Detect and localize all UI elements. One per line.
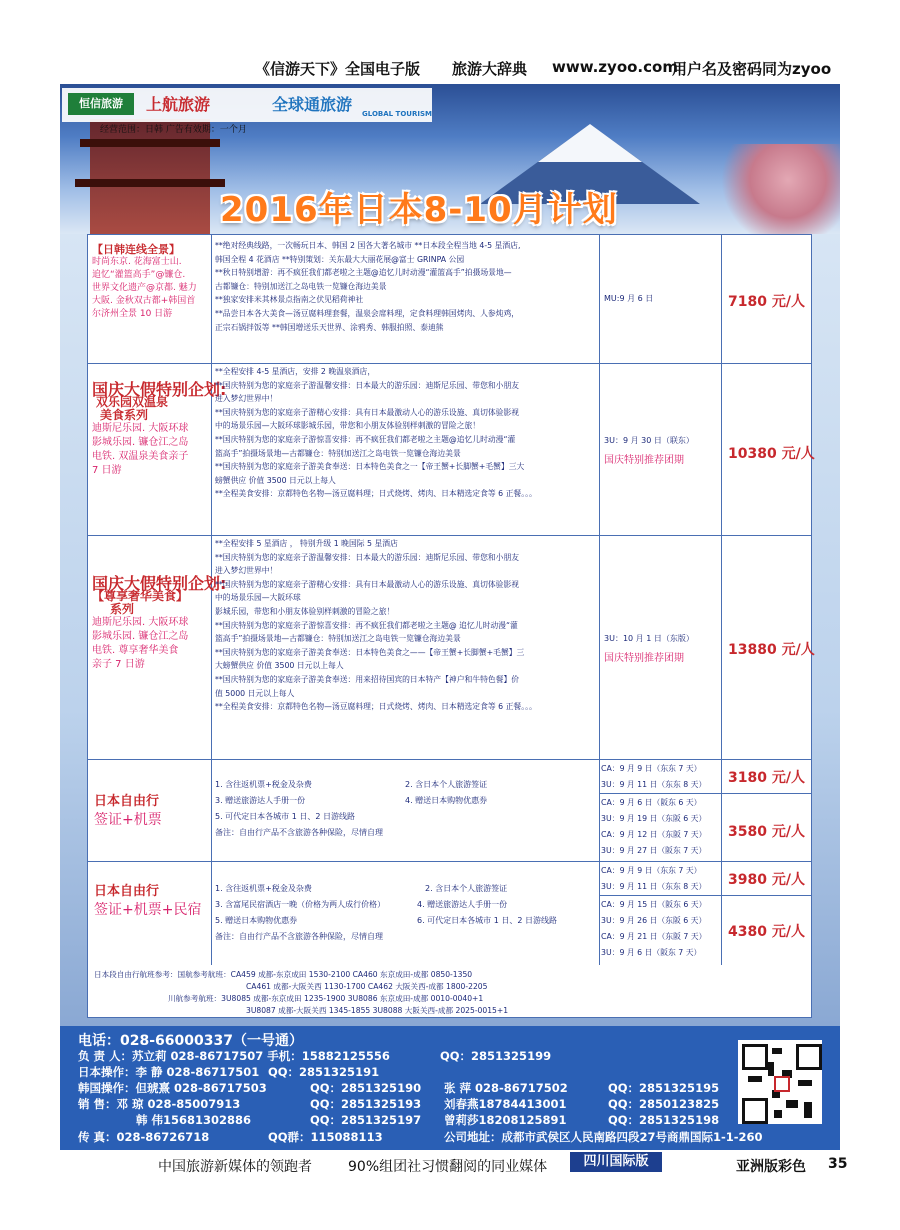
hengxin-logo: 恒信旅游 bbox=[68, 93, 134, 115]
header-login-note: 用户名及密码同为zyoo bbox=[672, 60, 832, 78]
qr-module bbox=[804, 1102, 812, 1118]
header-url[interactable]: www.zyoo.com bbox=[552, 58, 678, 76]
flight-line: 日本段自由行航班参考：国航参考航班：CA459 成都-东京成田 1530-2100 CA460 东京成田-成都 0850-1350 bbox=[94, 970, 473, 979]
tour-summary-line: 追忆“灌篮高手”@镰仓. bbox=[92, 270, 186, 280]
qr-finder bbox=[742, 1044, 768, 1070]
tour-price: 3980 元/人 bbox=[728, 872, 805, 888]
qr-module bbox=[772, 1048, 782, 1054]
free-tour-subtitle: 签证+机票+民宿 bbox=[94, 902, 202, 918]
desc-line: 1. 含往返机票+税金及杂费 bbox=[215, 884, 312, 893]
tour-summary-line: 大阪. 金秋双古都+韩国首 bbox=[92, 296, 196, 306]
qr-finder bbox=[796, 1044, 822, 1070]
tour-summary-line: 影城乐园. 镰仓江之岛 bbox=[92, 437, 189, 448]
desc-line: **国庆特别为您的家庭亲子游精心安排：具有日本最激动人心的游乐设施、真切体验影视 bbox=[215, 579, 520, 589]
business-scope: 经营范围：日韩 广告有效期：一个月 bbox=[100, 125, 247, 135]
desc-line: 影城乐园，带您和小朋友体验别样刺激的冒险之旅！ bbox=[215, 606, 395, 616]
tour-table bbox=[87, 234, 815, 1018]
desc-line: 大螃蟹供应 价值 3500 日元以上每人 bbox=[215, 661, 344, 671]
tour-price: 3180 元/人 bbox=[728, 770, 805, 786]
pagoda-roof bbox=[75, 179, 225, 187]
desc-line: 正宗石锅拌饭等 **韩国增送乐天世界、涂鸦秀、韩服拍照、泰迪熊 bbox=[215, 322, 444, 332]
flight-list bbox=[94, 969, 594, 1017]
departure-date: 3U：9 月 6 日（阪东 7 天） bbox=[601, 948, 702, 957]
contact-qq: QQ：2851325191 bbox=[268, 1065, 380, 1079]
tour-price: 13880 元/人 bbox=[728, 642, 815, 658]
pagoda-roof bbox=[80, 139, 220, 147]
desc-line: 3. 赠送旅游达人手册一份 bbox=[215, 796, 306, 805]
header-dictionary: 旅游大辞典 bbox=[452, 60, 528, 78]
contact-japan-op: 日本操作：李 静 028-86717501 bbox=[78, 1065, 260, 1079]
desc-line: **国庆特别为您的家庭亲子游美食奉送：日本特色美食之一【帝王蟹+长脚蟹+毛蟹】三大 bbox=[215, 462, 525, 472]
tour-subtitle: 【尊享奢华美食】 bbox=[92, 589, 189, 603]
desc-line: **国庆特别为您的家庭亲子游惊喜安排：再不疯狂我们都老啦之主题@追忆儿时动漫“灌 bbox=[215, 434, 516, 444]
desc-line: **国庆特别为您的家庭亲子游精心安排：具有日本最激动人心的游乐设施、真切体验影视 bbox=[215, 407, 520, 417]
desc-line: 4. 赠送日本购物优惠券 bbox=[405, 796, 488, 805]
desc-line: 篮高手”拍摄场景地—古都镰仓：特别加送江之岛电铁一览镰仓海边美景 bbox=[215, 448, 461, 458]
global-tourism-logo: 全球通旅游 bbox=[272, 95, 353, 114]
flight-line: 川航参考航班：3U8085 成都-东京成田 1235-1900 3U8086 东京成田-成都 0010-0040+1 bbox=[168, 994, 484, 1003]
header-publication: 《信游天下》全国电子版 bbox=[255, 60, 421, 78]
page-title: 2016年日本8-10月计划 bbox=[220, 190, 618, 230]
departure-date: 3U：10 月 1 日（东版） bbox=[604, 634, 694, 643]
desc-line: **秋日特别增游：再不疯狂我们都老啦之主题@追忆儿时动漫“灌篮高手”拍摄场景地— bbox=[215, 268, 512, 278]
tour-title: 【日韩连线全景】 bbox=[92, 243, 180, 256]
tour-name bbox=[92, 380, 227, 478]
tour-summary-line: 世界文化遗产@京都. 魅力 bbox=[92, 283, 197, 293]
contact-line bbox=[78, 1080, 798, 1096]
contact-qq: QQ：2851325198 bbox=[608, 1113, 720, 1127]
tour-price: 3580 元/人 bbox=[728, 824, 805, 840]
free-tour-description bbox=[215, 881, 595, 951]
departure-date: 3U：9 月 27 日（阪东 7 天） bbox=[601, 846, 707, 855]
tour-summary-line: 影城乐园. 镰仓江之岛 bbox=[92, 631, 189, 642]
qr-code[interactable] bbox=[738, 1040, 822, 1124]
free-tour-name bbox=[94, 883, 201, 919]
tour-price: 10380 元/人 bbox=[728, 446, 815, 462]
footer-slogan: 90%组团社习惯翻阅的同业媒体 bbox=[348, 1159, 548, 1175]
departure-date: CA：9 月 12 日（东阪 7 天） bbox=[601, 830, 707, 839]
tour-summary-line: 7 日游 bbox=[92, 465, 122, 476]
tour-summary-line: 时尚东京. 花海富士山. bbox=[92, 257, 182, 267]
contact-line bbox=[78, 1048, 758, 1064]
tour-description bbox=[215, 365, 593, 501]
qr-module bbox=[786, 1100, 798, 1108]
tour-summary-line: 迪斯尼乐园. 大阪环球 bbox=[92, 617, 189, 628]
qr-module bbox=[748, 1076, 762, 1082]
row-divider bbox=[599, 793, 811, 794]
shanghang-logo: 上航旅游 bbox=[146, 95, 211, 114]
desc-line: **国庆特别为您的家庭亲子游惊喜安排：再不疯狂我们都老啦之主题@ 追忆儿时动漫“灌 bbox=[215, 620, 518, 630]
desc-line: 进入梦幻世界中！ bbox=[215, 566, 278, 576]
contact-line bbox=[78, 1112, 798, 1128]
page-footer bbox=[60, 1152, 850, 1178]
contact-qq: QQ：2851325197 bbox=[310, 1113, 422, 1127]
desc-line: **国庆特别为您的家庭亲子游美食奉送：用来招待国宾的日本特产【神户和牛特色餐】价 bbox=[215, 674, 520, 684]
qr-module bbox=[774, 1110, 782, 1118]
desc-line: 1. 含往返机票+税金及杂费 bbox=[215, 780, 312, 789]
desc-line: 4. 赠送旅游达人手册一份 bbox=[417, 900, 508, 909]
desc-line: 螃蟹供应 价值 3500 日元以上每人 bbox=[215, 475, 336, 485]
tour-name bbox=[92, 243, 197, 321]
desc-line: 中的场景乐园—大阪环球 bbox=[215, 593, 301, 603]
desc-line: 备注：自由行产品不含旅游各种保险，尽情自理 bbox=[215, 828, 383, 837]
main-phone: 电话：028-66000337（一号通） bbox=[78, 1033, 303, 1049]
qr-center-logo bbox=[774, 1076, 790, 1092]
qr-module bbox=[768, 1062, 774, 1076]
departure-date: 3U：9 月 11 日（东东 8 天） bbox=[601, 780, 707, 789]
tour-row[interactable] bbox=[88, 235, 811, 364]
tour-summary-line: 尔济州全景 10 日游 bbox=[92, 309, 173, 319]
qr-module bbox=[798, 1080, 812, 1086]
desc-line: 2. 含日本个人旅游签证 bbox=[405, 780, 488, 789]
departure-date: 3U：9 月 30 日（联东） bbox=[604, 436, 694, 445]
departure-date: 3U：9 月 26 日（东阪 6 天） bbox=[601, 916, 707, 925]
desc-line: 中的场景乐园—大阪环球影城乐园，带您和小朋友体验别样刺激的冒险之旅！ bbox=[215, 421, 481, 431]
flight-line: 3U8087 成都-大阪关西 1345-1855 3U8088 大阪关西-成都 2025-0015+1 bbox=[246, 1006, 509, 1015]
desc-line: 5. 赠送日本购物优惠券 bbox=[215, 916, 298, 925]
contact-korea-op: 韩国操作：但琥熹 028-86717503 bbox=[78, 1081, 267, 1095]
contact-fax: 传 真：028-86726718 bbox=[78, 1130, 210, 1144]
desc-line: 进入梦幻世界中！ bbox=[215, 394, 278, 404]
tour-subtitle: 系列 bbox=[110, 602, 135, 616]
departure-date: CA：9 月 9 日（东东 7 天） bbox=[601, 866, 702, 875]
desc-line: **独家安排米其林景点指南之伏见稻荷神社 bbox=[215, 295, 364, 305]
departure-date: 3U：9 月 19 日（东阪 6 天） bbox=[601, 814, 707, 823]
desc-line: **国庆特别为您的家庭亲子游温馨安排：日本最大的游乐园：迪斯尼乐园、带您和小朋友 bbox=[215, 552, 520, 562]
footer-edition: 亚洲版彩色 bbox=[736, 1159, 806, 1175]
sakura-tree-image bbox=[710, 144, 840, 234]
tour-summary-line: 迪斯尼乐园. 大阪环球 bbox=[92, 423, 189, 434]
contact-qq: QQ：2851325195 bbox=[608, 1081, 720, 1095]
page-header bbox=[0, 52, 900, 82]
contact-sales: 韩 伟15681302886 bbox=[136, 1113, 252, 1127]
global-tourism-logo-en: GLOBAL TOURISM bbox=[362, 110, 432, 118]
tour-description bbox=[215, 537, 593, 714]
departure-date: MU:9 月 6 日 bbox=[604, 294, 654, 303]
free-tour-title: 日本自由行 bbox=[94, 884, 160, 899]
free-tour-row[interactable] bbox=[88, 759, 811, 862]
desc-line: 古都镰仓：特别加送江之岛电铁一览镰仓海边美景 bbox=[215, 281, 387, 291]
contact-panel bbox=[60, 1026, 840, 1150]
tour-title: 国庆大假特别企划: bbox=[92, 574, 227, 593]
tour-subtitle: 美食系列 bbox=[100, 408, 149, 422]
qr-finder bbox=[742, 1098, 768, 1124]
desc-line: 篮高手”拍摄场景地—古都镰仓：特别加送江之岛电铁一览镰仓海边美景 bbox=[215, 634, 461, 644]
tour-summary-line: 电铁. 尊享奢华美食 bbox=[92, 645, 179, 656]
company-address: 公司地址：成都市武侯区人民南路四段27号商鼎国际1-1-260 bbox=[444, 1130, 763, 1144]
departure-date: CA：9 月 9 日（东东 7 天） bbox=[601, 764, 702, 773]
departure-date: CA：9 月 6 日（阪东 6 天） bbox=[601, 798, 702, 807]
free-tour-subtitle: 签证+机票 bbox=[94, 812, 162, 828]
contact-manager: 负 责 人：苏立莉 028-86717507 手机：15882125556 bbox=[78, 1049, 390, 1063]
desc-line: **全程美食安排：京都特色名物—汤豆腐料理；日式烧烤、烤肉、日本精选定食等 6 正餐。。。 bbox=[215, 489, 537, 499]
region-badge: 四川国际版 bbox=[570, 1152, 662, 1172]
page-number: 35 bbox=[828, 1156, 848, 1172]
contact-qq: QQ：2851325190 bbox=[310, 1081, 422, 1095]
tour-description bbox=[215, 239, 593, 334]
contact-sales: 刘春燕18784413001 bbox=[444, 1097, 567, 1111]
tour-subtitle: 双乐园双温泉 bbox=[96, 395, 169, 409]
contact-sales: 销 售：邓 琼 028-85007913 bbox=[78, 1097, 241, 1111]
footer-slogan: 中国旅游新媒体的领跑者 bbox=[158, 1159, 312, 1175]
contact-korea-op: 张 萍 028-86717502 bbox=[444, 1081, 568, 1095]
departure-date: CA：9 月 15 日（阪东 6 天） bbox=[601, 900, 707, 909]
promo-label: 国庆特别推荐团期 bbox=[604, 455, 684, 466]
desc-line: **绝对经典线路，一次畅玩日本、韩国 2 国各大著名城市 **日本段全程当地 4-5 星酒店, bbox=[215, 241, 521, 250]
tour-price: 4380 元/人 bbox=[728, 924, 805, 940]
contact-line bbox=[78, 1064, 758, 1080]
contact-qq: QQ：2850123825 bbox=[608, 1097, 720, 1111]
desc-line: 值 5000 日元以上每人 bbox=[215, 688, 295, 698]
departure-date: 3U：9 月 11 日（东东 8 天） bbox=[601, 882, 707, 891]
free-tour-name bbox=[94, 793, 162, 829]
tour-row[interactable] bbox=[88, 535, 815, 760]
desc-line: **国庆特别为您的家庭亲子游美食奉送：日本特色美食之——【帝王蟹+长脚蟹+毛蟹】三 bbox=[215, 647, 525, 657]
row-divider bbox=[599, 895, 811, 896]
free-tour-title: 日本自由行 bbox=[94, 794, 160, 809]
tour-price: 7180 元/人 bbox=[728, 294, 805, 310]
contact-qq: QQ：2851325193 bbox=[310, 1097, 422, 1111]
desc-line: 备注：自由行产品不含旅游各种保险，尽情自理 bbox=[215, 932, 383, 941]
contact-qq: QQ：2851325199 bbox=[440, 1049, 552, 1063]
contact-qq-group: QQ群：115088113 bbox=[268, 1130, 383, 1144]
contact-line bbox=[78, 1096, 798, 1112]
tour-summary-line: 亲子 7 日游 bbox=[92, 659, 145, 670]
desc-line: **全程安排 4-5 星酒店，安排 2 晚温泉酒店， bbox=[215, 367, 376, 376]
free-tour-description bbox=[215, 777, 595, 847]
contact-sales: 曾莉莎18208125891 bbox=[444, 1113, 567, 1127]
desc-line: 2. 含日本个人旅游签证 bbox=[425, 884, 508, 893]
desc-line: **全程安排 5 星酒店 ， 特别升级 1 晚国际 5 星酒店 bbox=[215, 539, 398, 548]
departure-date: CA：9 月 21 日（东阪 7 天） bbox=[601, 932, 707, 941]
free-tour-row[interactable] bbox=[88, 861, 811, 966]
flight-line: CA461 成都-大阪关西 1130-1700 CA462 大阪关西-成都 1800-2205 bbox=[246, 982, 488, 991]
tour-summary-line: 电铁. 双温泉美食亲子 bbox=[92, 451, 189, 462]
tour-name bbox=[92, 574, 227, 672]
desc-line: 6. 可代定日本各城市 1 日、2 日游线路 bbox=[417, 916, 557, 925]
desc-line: 3. 含富尾民宿酒店一晚（价格为两人成行价格） bbox=[215, 900, 386, 909]
mount-fuji-snowcap bbox=[538, 124, 642, 162]
promo-label: 国庆特别推荐团期 bbox=[604, 653, 684, 664]
desc-line: **国庆特别为您的家庭亲子游温馨安排：日本最大的游乐园：迪斯尼乐园、带您和小朋友 bbox=[215, 380, 520, 390]
agency-logos bbox=[62, 88, 432, 122]
desc-line: **品尝日本各大美食—汤豆腐料理套餐，温泉会席料理，定食料理韩国烤肉、人参炖鸡， bbox=[215, 308, 520, 318]
tour-row[interactable] bbox=[88, 363, 815, 536]
desc-line: 韩国全程 4 花酒店 **特别策划：关东最大大丽花展@富士 GRINPA 公园 bbox=[215, 254, 465, 264]
desc-line: 5. 可代定日本各城市 1 日、2 日游线路 bbox=[215, 812, 355, 821]
desc-line: **全程美食安排：京都特色名物—汤豆腐料理；日式烧烤、烤肉、日本精选定食等 6 正餐。。。 bbox=[215, 702, 537, 712]
contact-line bbox=[78, 1129, 838, 1145]
pagoda-image bbox=[90, 119, 210, 234]
tour-title: 国庆大假特别企划: bbox=[92, 380, 227, 399]
flight-info bbox=[88, 965, 811, 1017]
